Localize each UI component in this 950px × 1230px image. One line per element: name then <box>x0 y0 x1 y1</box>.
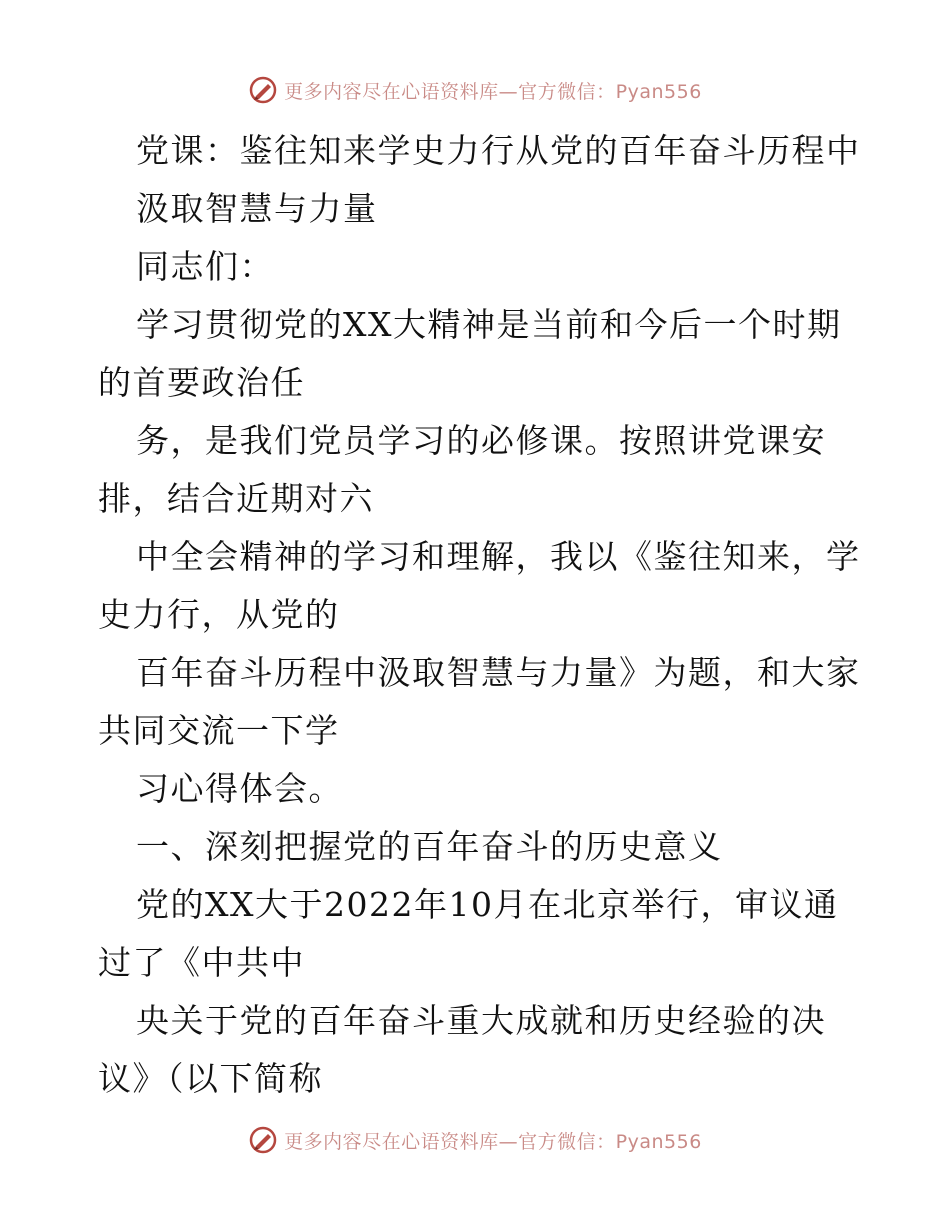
text-line: 党的XX大于2022年10月在北京举行，审议通 <box>136 885 839 924</box>
text-line: 的首要政治任 <box>98 363 305 402</box>
header-banner <box>0 70 950 110</box>
text-line: 学习贯彻党的XX大精神是当前和今后一个时期 <box>136 305 842 344</box>
text-line: 习心得体会。 <box>136 769 343 808</box>
text-line: 议》（以下简称 <box>98 1059 323 1098</box>
banner-text: 更多内容尽在心语资料库—官方微信：Pyan556 <box>284 80 702 103</box>
text-line: 务，是我们党员学习的必修课。按照讲党课安 <box>136 421 826 460</box>
text-line: 排，结合近期对六 <box>98 479 374 518</box>
text-line: 同志们： <box>136 247 274 286</box>
document-body <box>98 122 861 1108</box>
text-line: 央关于党的百年奋斗重大成就和历史经验的决 <box>136 1001 826 1040</box>
text-line: 过了《中共中 <box>98 943 305 982</box>
text-line: 党课：鉴往知来学史力行从党的百年奋斗历程中 <box>136 131 861 170</box>
pen-logo-icon <box>248 1125 278 1155</box>
text-line: 一、深刻把握党的百年奋斗的历史意义 <box>136 827 723 866</box>
footer-banner <box>0 1120 950 1160</box>
text-line: 汲取智慧与力量 <box>136 189 378 228</box>
text-line: 共同交流一下学 <box>98 711 340 750</box>
pen-logo-icon <box>248 75 278 105</box>
text-line: 中全会精神的学习和理解，我以《鉴往知来，学 <box>136 537 861 576</box>
text-line: 百年奋斗历程中汲取智慧与力量》为题，和大家 <box>136 653 861 692</box>
banner-text: 更多内容尽在心语资料库—官方微信：Pyan556 <box>284 1130 702 1153</box>
text-line: 史力行，从党的 <box>98 595 340 634</box>
